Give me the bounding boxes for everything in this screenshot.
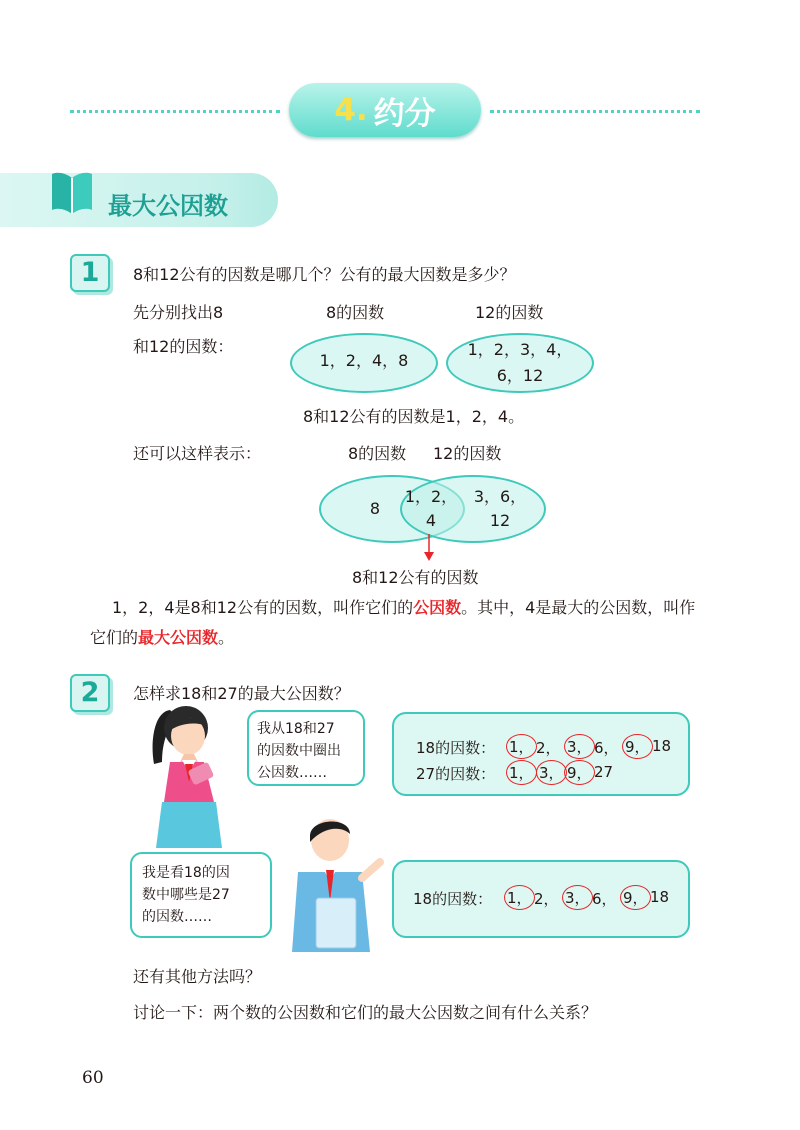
girl-illustration	[140, 702, 238, 850]
factor-value: 6，	[594, 739, 619, 757]
panel2-factors-18	[500, 888, 680, 908]
discussion-prompt: 讨论一下：两个数的公因数和它们的最大公因数之间有什么关系？	[133, 1003, 598, 1022]
venn-right-region-line1: 3，6，	[473, 487, 527, 506]
other-method-question: 还有其他方法吗？	[133, 967, 262, 986]
panel1-factors-27	[502, 763, 682, 783]
factor-value: 2，	[534, 890, 559, 908]
venn-intersection-line2: 4	[425, 511, 437, 530]
factor-value: 3，	[564, 734, 595, 759]
panel1-label-27: 27的因数：	[416, 765, 496, 783]
boy-speech-line2: 数中哪些是27	[142, 887, 230, 903]
venn-caption: 8和12公有的因数	[352, 568, 479, 587]
factor-value: 3，	[536, 760, 567, 785]
chapter-title	[289, 83, 481, 137]
q1-question: 8和12公有的因数是哪几个？公有的最大因数是多少？	[133, 265, 516, 284]
definition-part1: 1，2，4是8和12公有的因数，叫作它们的	[112, 598, 414, 617]
panel1-factors-18	[502, 737, 682, 757]
factor-value: 9，	[620, 885, 651, 910]
factor-value: 2，	[536, 739, 561, 757]
panel1-label-18: 18的因数：	[416, 739, 496, 757]
q1-instruction-line1: 先分别找出8	[133, 303, 224, 322]
girl-speech-line1: 我从18和27	[257, 721, 335, 737]
definition-part2: 。其中，4是最大的公因数，叫作它们的	[90, 598, 696, 647]
girl-speech-line3: 公因数……	[257, 765, 327, 781]
factor-value: 27	[594, 763, 614, 781]
boy-speech-line3: 的因数……	[142, 909, 212, 925]
page-number: 60	[82, 1068, 104, 1088]
term-greatest-common-factor: 最大公因数	[138, 628, 219, 647]
factor-value: 18	[650, 888, 670, 906]
venn-intersection-line1: 1，2，	[404, 487, 458, 506]
venn-label-8: 8的因数	[348, 444, 407, 463]
panel2-label-18: 18的因数：	[413, 890, 493, 908]
factor-value: 3，	[562, 885, 593, 910]
definition-paragraph	[90, 593, 710, 653]
venn-label-12: 12的因数	[433, 444, 502, 463]
venn-arrow-icon	[422, 534, 436, 562]
term-common-factor: 公因数	[413, 598, 462, 617]
chapter-number: 4.	[334, 92, 368, 128]
factor-value: 18	[652, 737, 672, 755]
factor-value: 6，	[592, 890, 617, 908]
boy-illustration	[280, 812, 390, 962]
boy-speech-bubble	[130, 852, 272, 938]
title-dotted-line-right	[490, 110, 700, 113]
set12-values-line2: 6，12	[496, 366, 544, 385]
question-number-2: 2	[70, 674, 110, 712]
alternative-label: 还可以这样表示：	[133, 444, 262, 463]
chapter-title-text: 约分	[373, 95, 436, 132]
factor-value: 9，	[622, 734, 653, 759]
factor-value: 9，	[564, 760, 595, 785]
question-number-1: 1	[70, 254, 110, 292]
venn-right-region-line2: 12	[489, 511, 511, 530]
set8-label: 8的因数	[326, 303, 385, 322]
definition-part3: 。	[218, 628, 235, 647]
set12-label: 12的因数	[475, 303, 544, 322]
venn-left-region: 8	[369, 499, 381, 518]
factor-value: 1，	[506, 760, 537, 785]
common-factors-statement: 8和12公有的因数是1，2，4。	[303, 407, 525, 426]
book-icon	[50, 168, 94, 216]
set12-values-line1: 1，2，3，4，	[467, 340, 573, 359]
factor-value: 1，	[506, 734, 537, 759]
girl-speech-bubble	[247, 710, 365, 786]
q1-instruction-line2: 和12的因数：	[133, 337, 234, 356]
title-dotted-line-left	[70, 110, 280, 113]
girl-speech-line2: 的因数中圈出	[257, 743, 341, 759]
section-title: 最大公因数	[108, 192, 228, 220]
factor-value: 1，	[504, 885, 535, 910]
boy-speech-line1: 我是看18的因	[142, 865, 230, 881]
set8-values: 1，2，4，8	[319, 351, 409, 370]
q2-question: 怎样求18和27的最大公因数？	[133, 684, 350, 703]
